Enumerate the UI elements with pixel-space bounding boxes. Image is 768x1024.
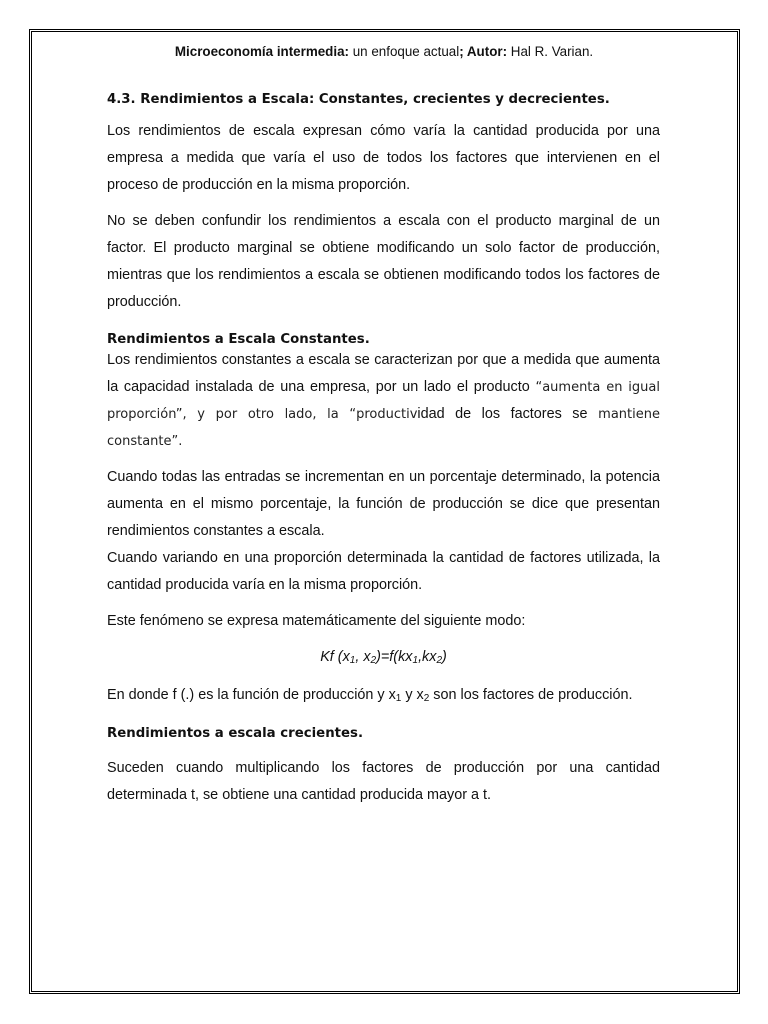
document-body xyxy=(107,92,660,809)
paragraph-marginal-product: No se deben confundir los rendimientos a escala con el producto marginal de un factor. El producto marginal se obtiene modificando un solo factor de producción, mientras que los rendimientos a escala se obtienen modificando todos los factores de producción. xyxy=(107,213,660,310)
subsection-constant-title: Rendimientos a Escala Constantes. xyxy=(107,332,370,347)
subscript: 2 xyxy=(423,693,430,704)
document-header xyxy=(0,44,768,59)
formula-part: ,kx xyxy=(418,649,437,665)
formula-subscript: 1 xyxy=(349,655,356,666)
section-title: 4.3. Rendimientos a Escala: Constantes, crecientes y decrecientes. xyxy=(107,92,610,107)
author-name: Hal R. Varian. xyxy=(507,44,594,59)
paragraph-increasing-definition: Suceden cuando multiplicando los factores de producción por una cantidad determinada t, se obtiene una cantidad producida mayor a t. xyxy=(107,760,660,803)
paragraph-returns-definition: Los rendimientos de escala expresan cómo varía la cantidad producida por una empresa a medida que varía el uso de todos los factores que intervienen en el proceso de producción en la misma proporción. xyxy=(107,123,660,193)
formula-part: ) xyxy=(442,649,447,665)
formula-subscript: 2 xyxy=(370,655,377,666)
paragraph-constant-definition xyxy=(107,347,660,455)
quote-run: mantiene constante”. xyxy=(107,407,660,449)
book-subtitle: un enfoque actual xyxy=(349,44,460,59)
text-run: Los rendimientos constantes a escala se caracterizan por que a medida que aumenta la capacidad instalada de una empresa, por un lado el producto xyxy=(107,352,660,395)
paragraph-proportion: Cuando variando en una proporción determinada la cantidad de factores utilizada, la cantidad producida varía en la misma proporción. xyxy=(107,550,660,593)
formula-subscript: 2 xyxy=(436,655,443,666)
text-run: y x xyxy=(401,687,424,703)
quote-run: “aumenta en igual proporción”, y por otro lado, la “productiv xyxy=(107,380,660,422)
formula-constant-returns xyxy=(107,649,660,666)
text-run: idad de los factores se xyxy=(417,406,588,422)
paragraph-inputs-increase: Cuando todas las entradas se incrementan en un porcentaje determinado, la potencia aumenta en el mismo porcentaje, la función de producción se dice que presentan rendimientos constantes a escala. xyxy=(107,469,660,539)
text-run: son los factores de producción. xyxy=(429,687,633,703)
formula-part: Kf (x xyxy=(320,649,350,665)
formula-part: , x xyxy=(355,649,371,665)
formula-subscript: 1 xyxy=(412,655,419,666)
paragraph-formula-explanation xyxy=(107,682,660,712)
formula-part: )=f(kx xyxy=(376,649,413,665)
author-label: ; Autor: xyxy=(459,44,508,59)
book-title: Microeconomía intermedia: xyxy=(174,44,349,59)
text-run: En donde f (.) es la función de producción y x xyxy=(107,687,396,703)
subsection-increasing-title: Rendimientos a escala crecientes. xyxy=(107,726,364,741)
subscript: 1 xyxy=(395,693,402,704)
paragraph-math-intro: Este fenómeno se expresa matemáticamente del siguiente modo: xyxy=(107,613,526,629)
